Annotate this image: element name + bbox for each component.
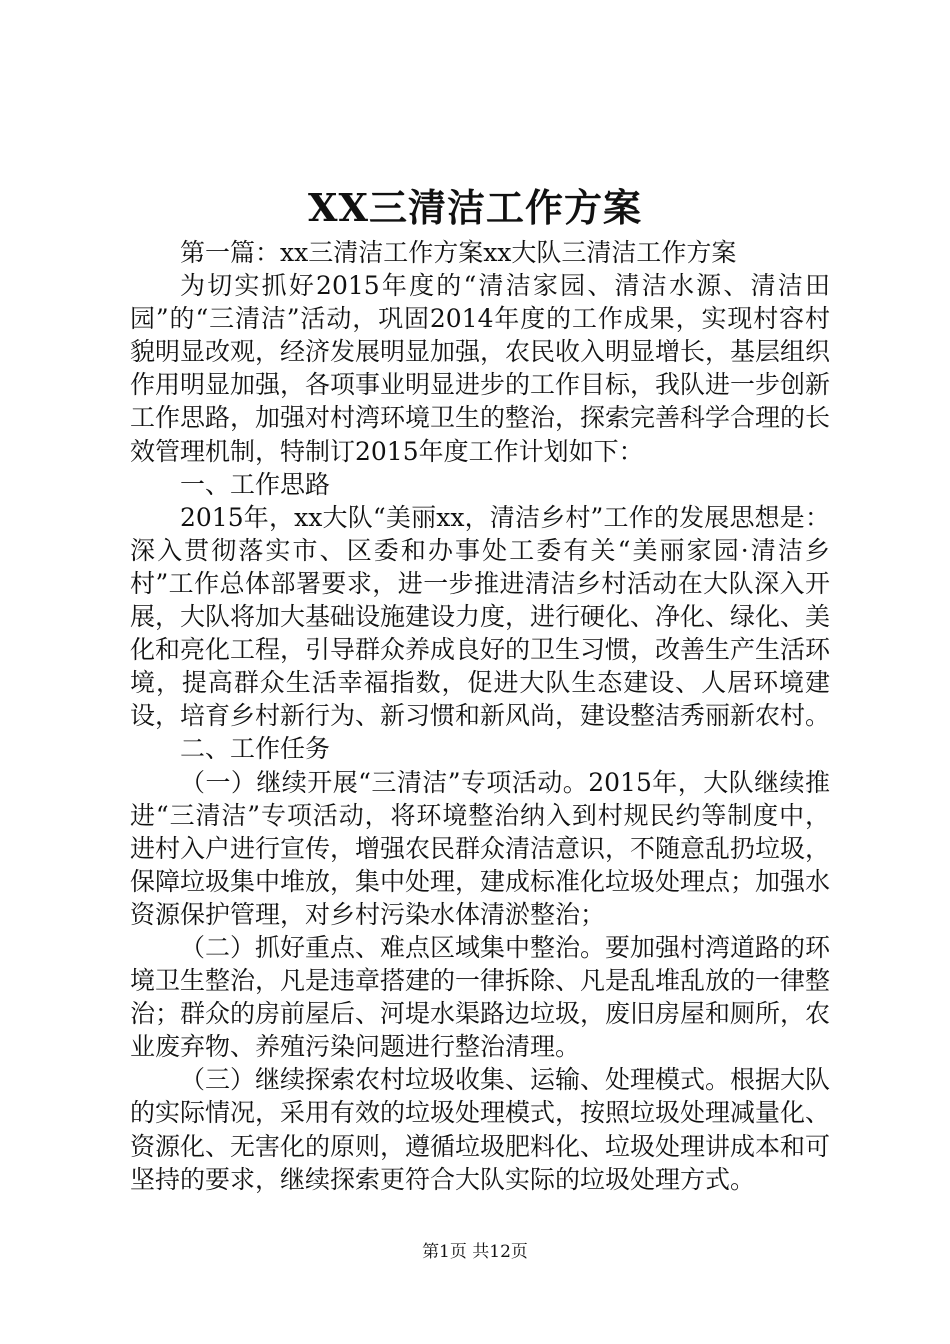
heading-work-tasks: 二、工作任务 [180,734,331,764]
paragraph-intro: 为切实抓好2015年度的“清洁家园、清洁水源、清洁田园”的“三清洁”活动，巩固2014年度的工作成果，实现村容村貌明显改观，经济发展明显加强，农民收入明显增长，基层组织作用明显加强，各项事业明显进步的工作目标，我队进一步创新工作思路，加强对村湾环境卫生的整治，探索完善科学合理的长效管理机制，特制订2015年度工作计划如下： [130,271,831,466]
paragraph-task-two: （二）抓好重点、难点区域集中整治。要加强村湾道路的环境卫生整治，凡是违章搭建的一律拆除、凡是乱堆乱放的一律整治；群众的房前屋后、河堤水渠路边垃圾，废旧房屋和厕所，农业废弃物、养殖污染问题进行整治清理。 [130,932,831,1062]
page-number-footer: 第1页 共12页 [422,1242,528,1262]
paragraph-work-approach: 2015年，xx大队“美丽xx，清洁乡村”工作的发展思想是：深入贯彻落实市、区委和办事处工委有关“美丽家园·清洁乡村”工作总体部署要求，进一步推进清洁乡村活动在大队深入开展，大队将加大基础设施建设力度，进行硬化、净化、绿化、美化和亮化工程，引导群众养成良好的卫生习惯，改善生产生活环境，提高群众生活幸福指数，促进大队生态建设、人居环境建设，培育乡村新行为、新习惯和新风尚，建设整洁秀丽新农村。 [130,502,831,731]
paragraph-task-three: （三）继续探索农村垃圾收集、运输、处理模式。根据大队的实际情况，采用有效的垃圾处理模式，按照垃圾处理减量化、资源化、无害化的原则，遵循垃圾肥料化、垃圾处理讲成本和可坚持的要求，继续探索更符合大队实际的垃圾处理方式。 [130,1065,831,1194]
paragraph-section-heading: 第一篇：xx三清洁工作方案xx大队三清洁工作方案 [180,238,737,267]
document-body [130,236,830,1196]
document-title: XX三清洁工作方案 [308,185,642,230]
heading-work-approach: 一、工作思路 [180,469,331,499]
paragraph-task-one: （一）继续开展“三清洁”专项活动。2015年，大队继续推进“三清洁”专项活动，将环境整治纳入到村规民约等制度中，进村入户进行宣传，增强农民群众清洁意识，不随意乱扔垃圾，保障垃圾集中堆放，集中处理，建成标准化垃圾处理点；加强水资源保护管理，对乡村污染水体清淤整治； [130,767,831,929]
